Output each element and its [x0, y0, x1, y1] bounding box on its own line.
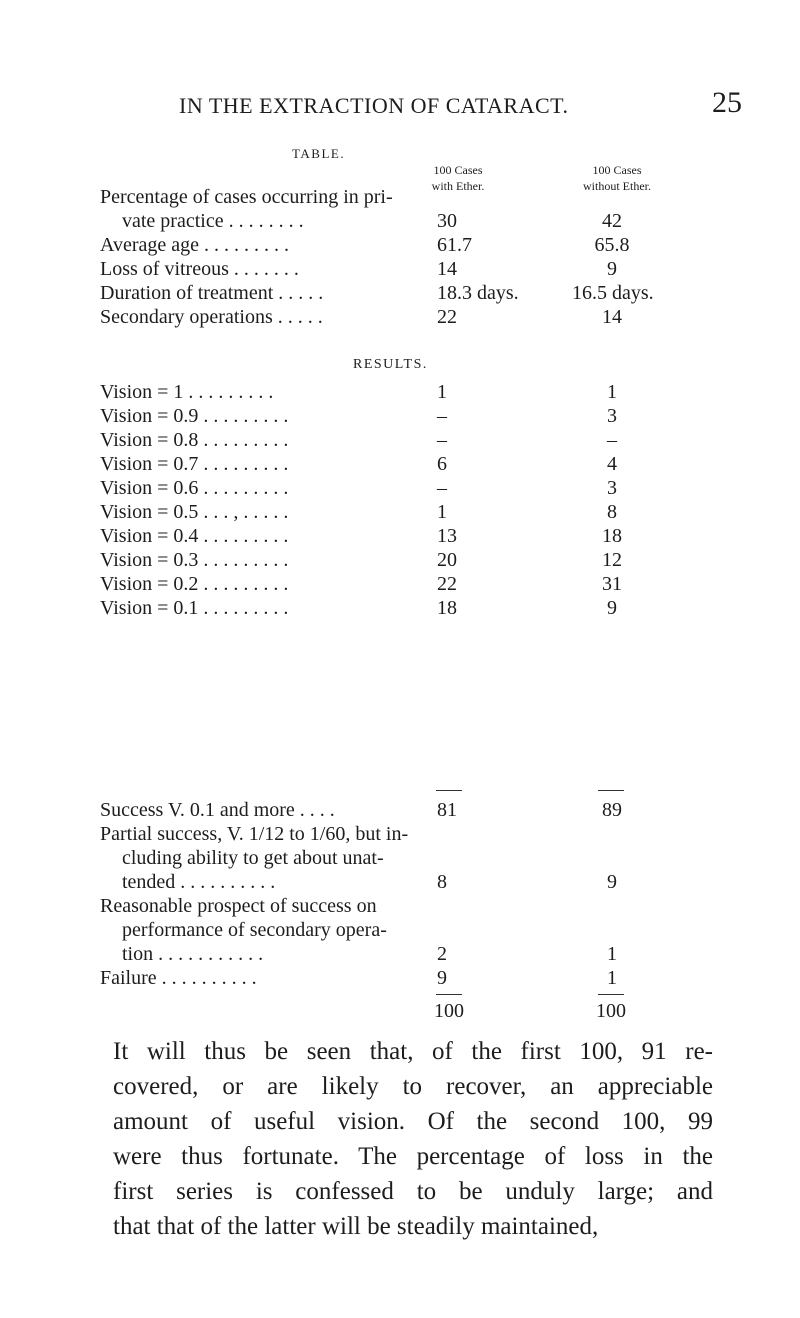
- row-label: Reasonable prospect of success on: [100, 895, 377, 917]
- row-label: Duration of treatment . . . . .: [100, 282, 324, 304]
- total-col1: 100: [434, 1000, 464, 1022]
- sum-rule-col2: [598, 790, 624, 791]
- row-label: Vision = 0.7 . . . . . . . . .: [100, 453, 289, 475]
- cell-with-ether: –: [437, 429, 447, 451]
- cell-without-ether: 9: [607, 258, 617, 280]
- cell-without-ether: 89: [602, 799, 622, 821]
- row-label: Secondary operations . . . . .: [100, 306, 323, 328]
- cell-with-ether: 18.3 days.: [437, 282, 519, 304]
- cell-without-ether: 18: [602, 525, 622, 547]
- row-label: Percentage of cases occurring in pri-: [100, 186, 393, 208]
- cell-with-ether: 6: [437, 453, 447, 475]
- row-label: performance of secondary opera-: [122, 919, 387, 941]
- column-header-without-ether: 100 Cases without Ether.: [583, 163, 651, 193]
- running-header-title: IN THE EXTRACTION OF CATARACT.: [179, 93, 569, 118]
- row-label: Average age . . . . . . . . .: [100, 234, 290, 256]
- row-label: Partial success, V. 1/12 to 1/60, but in-: [100, 823, 409, 845]
- cell-with-ether: 18: [437, 597, 457, 619]
- cell-without-ether: 1: [607, 943, 617, 965]
- cell-without-ether: 8: [607, 501, 617, 523]
- cell-without-ether: 31: [602, 573, 622, 595]
- cell-without-ether: 9: [607, 871, 617, 893]
- cell-with-ether: 14: [437, 258, 457, 280]
- row-label: Vision = 0.6 . . . . . . . . .: [100, 477, 289, 499]
- cell-with-ether: 1: [437, 501, 447, 523]
- cell-without-ether: 9: [607, 597, 617, 619]
- sum-rule-col1: [436, 790, 462, 791]
- cell-without-ether: –: [607, 429, 617, 451]
- cell-with-ether: 13: [437, 525, 457, 547]
- row-label: cluding ability to get about unat-: [122, 847, 384, 869]
- paragraph-line: that that of the latter will be steadily maintained,: [113, 1213, 599, 1240]
- total-rule-col2: [598, 994, 624, 995]
- row-label: Vision = 0.1 . . . . . . . . .: [100, 597, 289, 619]
- cell-with-ether: 30: [437, 210, 457, 232]
- cell-with-ether: 2: [437, 943, 447, 965]
- cell-without-ether: 65.8: [594, 234, 630, 256]
- cell-without-ether: 1: [607, 967, 617, 989]
- table-caption: TABLE.: [292, 146, 346, 161]
- cell-without-ether: 12: [602, 549, 622, 571]
- row-label: Loss of vitreous . . . . . . .: [100, 258, 299, 280]
- cell-with-ether: 61.7: [437, 234, 472, 256]
- row-label: Failure . . . . . . . . . .: [100, 967, 257, 989]
- row-label: Vision = 0.2 . . . . . . . . .: [100, 573, 289, 595]
- cell-with-ether: 81: [437, 799, 457, 821]
- paragraph-line: covered, or are likely to recover, an appreciable: [113, 1073, 713, 1100]
- row-label: Vision = 1 . . . . . . . . .: [100, 381, 274, 403]
- total-col2: 100: [596, 1000, 626, 1022]
- cell-with-ether: 22: [437, 306, 457, 328]
- cell-with-ether: 1: [437, 381, 447, 403]
- paragraph-line: first series is confessed to be unduly large; and: [113, 1178, 713, 1205]
- cell-with-ether: –: [437, 477, 447, 499]
- cell-without-ether: 42: [602, 210, 622, 232]
- row-label: Vision = 0.3 . . . . . . . . .: [100, 549, 289, 571]
- results-caption: RESULTS.: [353, 357, 428, 372]
- total-rule-col1: [436, 994, 462, 995]
- cell-without-ether: 14: [602, 306, 622, 328]
- row-label: tended . . . . . . . . . .: [122, 871, 276, 893]
- cell-with-ether: –: [437, 405, 447, 427]
- cell-with-ether: 8: [437, 871, 447, 893]
- row-label: Vision = 0.9 . . . . . . . . .: [100, 405, 289, 427]
- row-label: Vision = 0.5 . . . , . . . . .: [100, 501, 289, 523]
- row-label: Vision = 0.4 . . . . . . . . .: [100, 525, 289, 547]
- body-paragraph: [113, 1034, 713, 1244]
- cell-with-ether: 22: [437, 573, 457, 595]
- cell-with-ether: 9: [437, 967, 447, 989]
- row-label: tion . . . . . . . . . . .: [122, 943, 264, 965]
- row-label: Vision = 0.8 . . . . . . . . .: [100, 429, 289, 451]
- page-number: 25: [712, 86, 742, 119]
- row-label: vate practice . . . . . . . .: [122, 210, 304, 232]
- cell-without-ether: 3: [607, 405, 617, 427]
- cell-without-ether: 3: [607, 477, 617, 499]
- cell-without-ether: 1: [607, 381, 617, 403]
- cell-without-ether: 16.5 days.: [572, 282, 654, 304]
- paragraph-line: It will thus be seen that, of the first 100, 91 re-: [113, 1038, 713, 1065]
- column-header-with-ether: 100 Cases with Ether.: [431, 163, 485, 193]
- paragraph-line: were thus fortunate. The percentage of loss in the: [113, 1143, 713, 1170]
- cell-without-ether: 4: [607, 453, 617, 475]
- paragraph-line: amount of useful vision. Of the second 100, 99: [113, 1108, 713, 1135]
- cell-with-ether: 20: [437, 549, 457, 571]
- row-label: Success V. 0.1 and more . . . .: [100, 799, 335, 821]
